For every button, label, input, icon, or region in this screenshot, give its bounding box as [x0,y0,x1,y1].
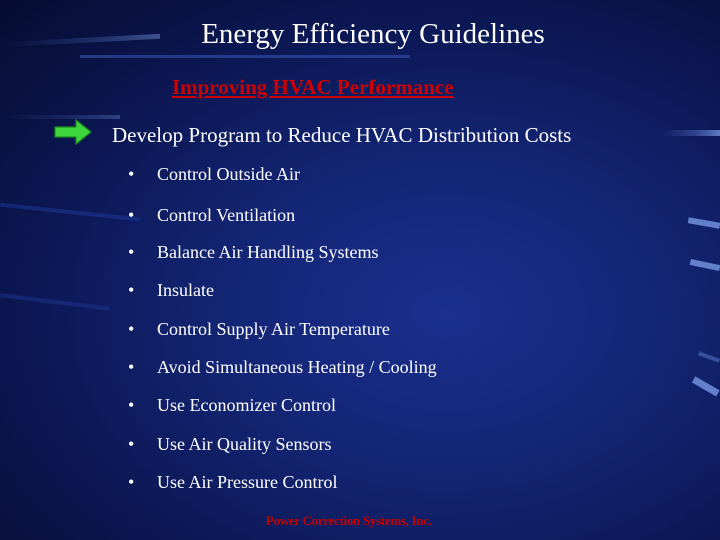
bullet-dot-icon: • [128,357,135,377]
slide-title: Energy Efficiency Guidelines [201,18,545,50]
bullet-dot-icon: • [128,319,135,339]
list-item-text: Use Economizer Control [157,395,336,415]
list-item-text: Balance Air Handling Systems [157,242,379,262]
list-item-text: Insulate [157,280,214,300]
bullet-dot-icon: • [128,434,135,454]
section-heading: Develop Program to Reduce HVAC Distribution Costs [112,123,572,147]
bullet-dot-icon: • [128,205,135,225]
footer-company-name: Power Correction Systems, Inc. [266,513,432,528]
bullet-dot-icon: • [128,164,135,184]
list-item-text: Control Ventilation [157,205,296,225]
list-item-text: Control Outside Air [157,164,300,184]
slide-subtitle: Improving HVAC Performance [172,75,454,99]
list-item-text: Use Air Pressure Control [157,472,338,492]
list-item-text: Control Supply Air Temperature [157,319,390,339]
right-arrow-icon [54,119,92,145]
list-item-text: Use Air Quality Sensors [157,434,332,454]
bullet-dot-icon: • [128,472,135,492]
bullet-dot-icon: • [128,280,135,300]
list-item-text: Avoid Simultaneous Heating / Cooling [157,357,437,377]
bullet-dot-icon: • [128,242,135,262]
bullet-dot-icon: • [128,395,135,415]
